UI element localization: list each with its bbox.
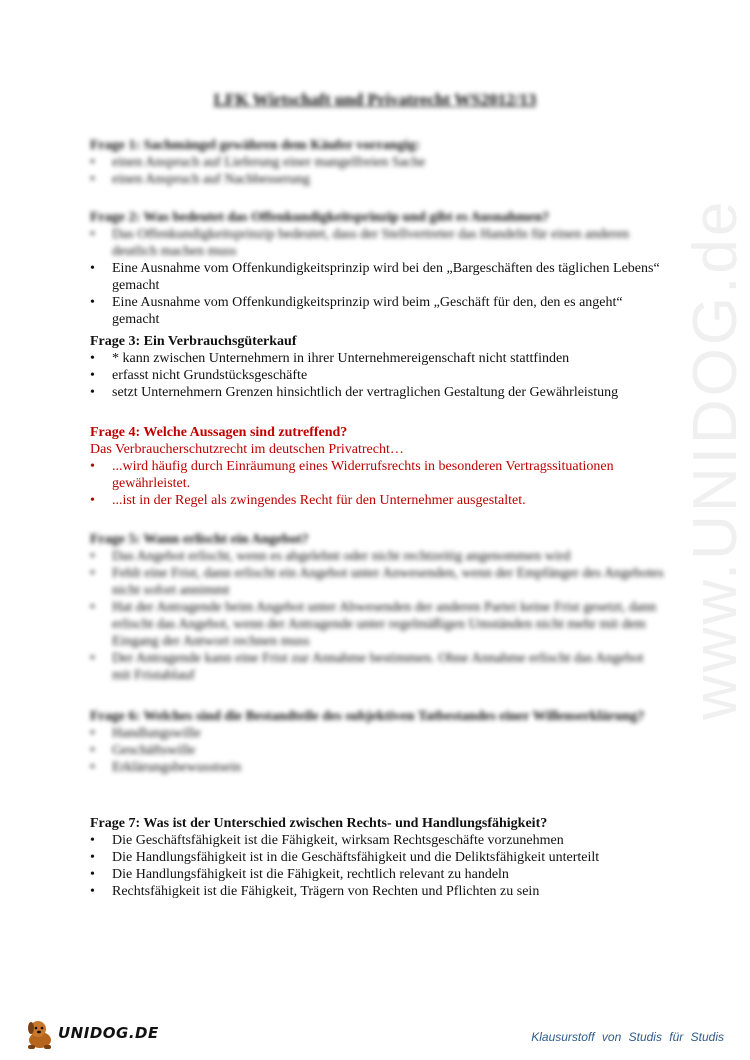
question-1-answers <box>90 154 665 188</box>
answer-item: • ...wird häufig durch Einräumung eines Widerrufsrechts in besonderen Vertragssituationen gewährleistet. <box>90 458 665 492</box>
answer-item: • einen Anspruch auf Nachbesserung <box>90 171 665 188</box>
question-7 <box>90 815 665 900</box>
watermark: www.UNIDOG.de <box>681 198 750 720</box>
answer-item: • setzt Unternehmern Grenzen hinsichtlich der vertraglichen Gestaltung der Gewährleistung <box>90 384 665 401</box>
question-2-heading: Frage 2: Was bedeutet das Offenkundigkeitsprinzip und gibt es Ausnahmen? <box>90 210 550 225</box>
question-2 <box>90 209 665 328</box>
question-3 <box>90 333 665 401</box>
answer-item: • Rechtsfähigkeit ist die Fähigkeit, Trägern von Rechten und Pflichten zu sein <box>90 883 665 900</box>
answer-item: • erfasst nicht Grundstücksgeschäfte <box>90 367 665 384</box>
question-3-answers <box>90 350 665 401</box>
question-1-heading: Frage 1: Sachmängel gewähren dem Käufer vorrangig: <box>90 138 420 153</box>
question-2-answers <box>90 226 665 328</box>
question-5-heading: Frage 5: Wann erlischt ein Angebot? <box>90 532 309 547</box>
answer-item: • ...ist in der Regel als zwingendes Recht für den Unternehmer ausgestaltet. <box>90 492 665 509</box>
answer-item: • Das Offenkundigkeitsprinzip bedeutet, dass der Stellvertreter das Handeln für einen anderen deutlich machen muss <box>90 226 665 260</box>
answer-item: • Das Angebot erlischt, wenn es abgelehnt oder nicht rechtzeitig angenommen wird <box>90 548 665 565</box>
footer-tagline: Klausurstoff von Studis für Studis <box>531 1030 724 1044</box>
question-6 <box>90 708 665 776</box>
answer-item: • Die Geschäftsfähigkeit ist die Fähigkeit, wirksam Rechtsgeschäfte vorzunehmen <box>90 832 665 849</box>
answer-item: • einen Anspruch auf Lieferung einer mangelfreien Sache <box>90 154 665 171</box>
answer-item: • Fehlt eine Frist, dann erlischt ein Angebot unter Anwesenden, wenn der Empfänger des Angebotes nicht sofort annimmt <box>90 565 665 599</box>
answer-item: • Der Antragende kann eine Frist zur Annahme bestimmen. Ohne Annahme erlischt das Angebot mit Fristablauf <box>90 650 665 684</box>
question-5-answers <box>90 548 665 684</box>
question-6-answers <box>90 725 665 776</box>
answer-item: • Eine Ausnahme vom Offenkundigkeitsprinzip wird bei den „Bargeschäften des täglichen Lebens“ gemacht <box>90 260 665 294</box>
question-5 <box>90 531 665 684</box>
answer-item: • Handlungswille <box>90 725 665 742</box>
question-6-heading: Frage 6: Welches sind die Bestandteile des subjektiven Tatbestandes einer Willenserklärung? <box>90 709 645 724</box>
question-1 <box>90 137 665 188</box>
answer-item: • Eine Ausnahme vom Offenkundigkeitsprinzip wird beim „Geschäft für den, den es angeht“ gemacht <box>90 294 665 328</box>
answer-item: • Die Handlungsfähigkeit ist die Fähigkeit, rechtlich relevant zu handeln <box>90 866 665 883</box>
question-3-heading: Frage 3: Ein Verbrauchsgüterkauf <box>90 334 297 349</box>
question-4-intro: Das Verbraucherschutzrecht im deutschen Privatrecht… <box>90 442 404 457</box>
answer-item: • Erklärungsbewusstsein <box>90 759 665 776</box>
question-4 <box>90 424 665 509</box>
unidog-logo <box>24 1018 164 1050</box>
question-7-heading: Frage 7: Was ist der Unterschied zwischen Rechts- und Handlungsfähigkeit? <box>90 816 548 831</box>
question-4-heading: Frage 4: Welche Aussagen sind zutreffend? <box>90 425 348 440</box>
question-4-answers <box>90 458 665 509</box>
logo-text: UNIDOG.DE <box>58 1024 159 1042</box>
answer-item: • * kann zwischen Unternehmern in ihrer Unternehmereigenschaft nicht stattfinden <box>90 350 665 367</box>
answer-item: • Geschäftswille <box>90 742 665 759</box>
answer-item: • Die Handlungsfähigkeit ist in die Geschäftsfähigkeit und die Deliktsfähigkeit unterteilt <box>90 849 665 866</box>
question-7-answers <box>90 832 665 900</box>
document-title: LFK Wirtschaft und Privatrecht WS2012/13 <box>213 90 537 109</box>
dog-mascot-icon <box>24 1018 58 1050</box>
answer-item: • Hat der Antragende beim Angebot unter Abwesenden der anderen Partei keine Frist gesetzt, dann erlischt das Angebot, wenn der Antragende unter regelmäßigen Umständen nicht mehr mit dem Eingang der Antwort rechnen muss <box>90 599 665 650</box>
